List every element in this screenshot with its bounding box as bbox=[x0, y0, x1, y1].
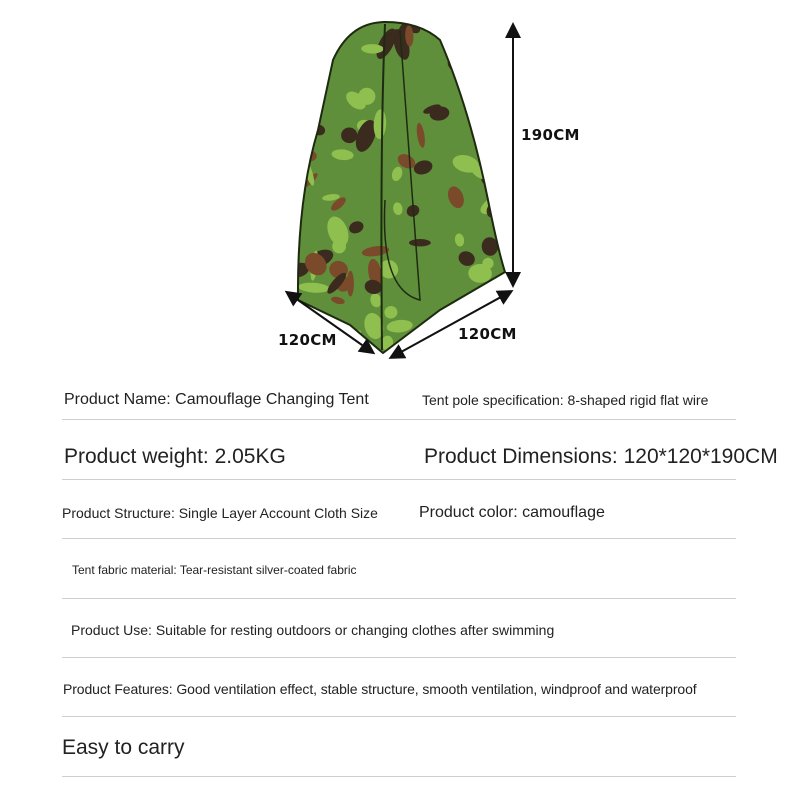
spec-color: Product color: camouflage bbox=[419, 504, 605, 521]
camo-spot bbox=[437, 332, 458, 359]
camo-spot bbox=[481, 161, 514, 181]
camo-spot bbox=[281, 180, 302, 195]
camo-spot bbox=[316, 5, 330, 31]
spec-use: Product Use: Suitable for resting outdoors or changing clothes after swimming bbox=[71, 622, 555, 638]
spec-row-5 bbox=[62, 598, 736, 658]
product-figure bbox=[0, 0, 800, 370]
camo-spot bbox=[440, 14, 455, 32]
spec-carry: Easy to carry bbox=[62, 736, 185, 759]
spec-row-4 bbox=[62, 538, 736, 599]
spec-weight: Product weight: 2.05KG bbox=[64, 445, 286, 468]
camo-spot bbox=[409, 239, 431, 246]
spec-row-2 bbox=[62, 419, 778, 480]
spec-row-6 bbox=[62, 657, 736, 717]
spec-structure: Product Structure: Single Layer Account Cloth Size bbox=[62, 505, 378, 521]
camo-spot bbox=[292, 53, 319, 80]
camo-spot bbox=[494, 274, 520, 306]
spec-features: Product Features: Good ventilation effect, stable structure, smooth ventilation, windproof and waterproof bbox=[63, 681, 697, 697]
spec-row-1 bbox=[62, 378, 736, 420]
camo-spot bbox=[481, 129, 498, 141]
spec-row-3 bbox=[62, 479, 736, 539]
spec-pole: Tent pole specification: 8-shaped rigid flat wire bbox=[422, 392, 709, 408]
camo-spot bbox=[307, 20, 345, 50]
depth-label: 120CM bbox=[278, 331, 337, 349]
spec-product-name: Product Name: Camouflage Changing Tent bbox=[64, 391, 369, 408]
camo-spot bbox=[273, 131, 299, 149]
camo-spot bbox=[481, 66, 491, 84]
spec-fabric: Tent fabric material: Tear-resistant silver-coated fabric bbox=[72, 563, 357, 577]
camo-spot bbox=[496, 117, 513, 140]
camo-spot bbox=[501, 224, 518, 236]
camo-spot bbox=[294, 22, 317, 47]
camo-spot bbox=[338, 5, 363, 31]
spec-row-7 bbox=[62, 716, 736, 777]
spec-dimensions: Product Dimensions: 120*120*190CM bbox=[424, 445, 778, 468]
camo-spot bbox=[296, 35, 311, 46]
tent-illustration bbox=[0, 0, 800, 370]
camo-spot bbox=[290, 94, 305, 117]
height-label: 190CM bbox=[521, 126, 580, 144]
camo-spot bbox=[344, 328, 364, 353]
width-label: 120CM bbox=[458, 325, 517, 343]
camo-spot bbox=[492, 41, 512, 56]
camo-spot bbox=[294, 113, 316, 131]
